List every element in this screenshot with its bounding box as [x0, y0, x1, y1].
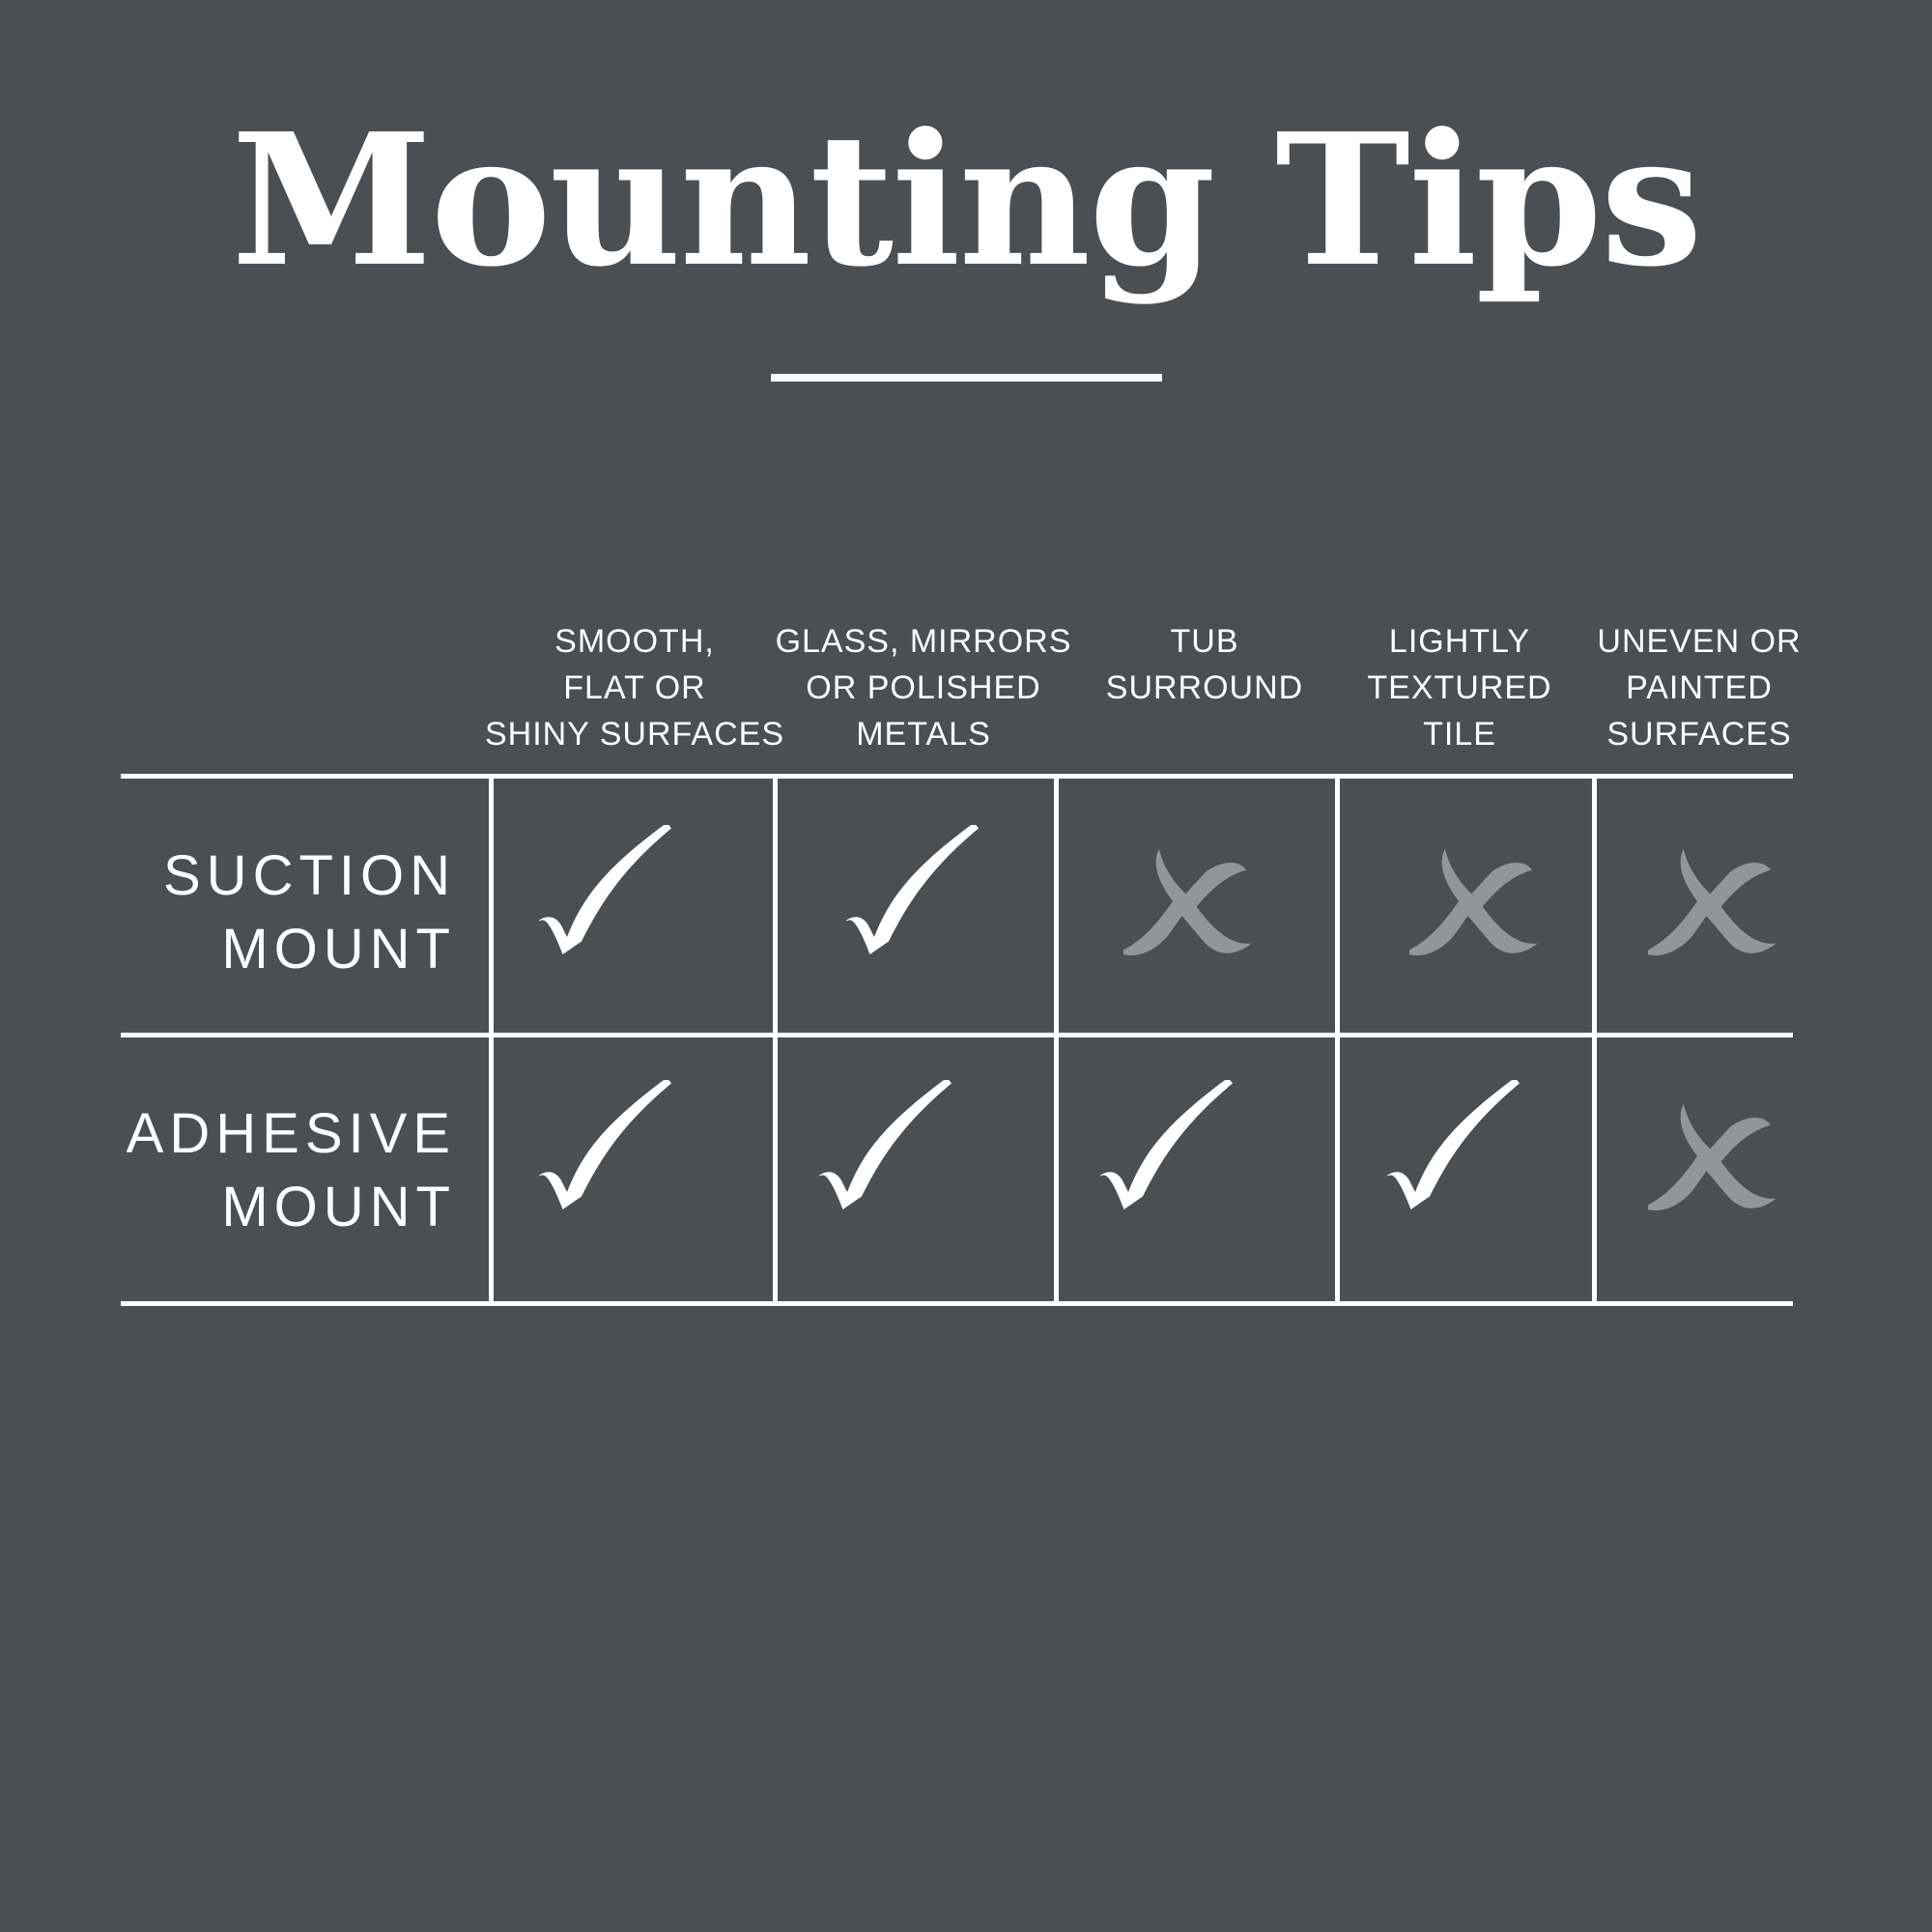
- table-column-divider: [1054, 776, 1059, 1305]
- check-icon: [819, 1080, 954, 1225]
- column-header-uneven-painted: UNEVEN OR PAINTED SURFACES: [1597, 623, 1802, 753]
- cross-icon: [1648, 838, 1783, 983]
- table-row-divider: [121, 1033, 1793, 1037]
- table-column-divider: [1592, 776, 1597, 1305]
- check-icon: [1387, 1080, 1522, 1225]
- table-column-divider: [773, 776, 778, 1305]
- check-icon: [539, 825, 674, 970]
- table-bottom-rule: [121, 1301, 1793, 1306]
- column-header-textured-tile: LIGHTLY TEXTURED TILE: [1367, 623, 1552, 753]
- table-column-divider: [1335, 776, 1340, 1305]
- title-underline: [771, 374, 1162, 382]
- cross-icon: [1123, 838, 1259, 983]
- column-header-glass-mirrors: GLASS, MIRRORS OR POLISHED METALS: [775, 623, 1072, 753]
- row-label-suction-mount: SUCTION MOUNT: [163, 844, 456, 980]
- check-icon: [846, 825, 981, 970]
- column-header-tub-surround: TUB SURROUND: [1105, 623, 1304, 706]
- table-top-rule: [121, 774, 1793, 779]
- page-title: Mounting Tips: [231, 94, 1701, 307]
- check-icon: [539, 1080, 674, 1225]
- table-column-divider: [489, 776, 494, 1305]
- column-header-smooth-surfaces: SMOOTH, FLAT OR SHINY SURFACES: [484, 623, 784, 753]
- cross-icon: [1648, 1094, 1783, 1238]
- check-icon: [1100, 1080, 1236, 1225]
- row-label-adhesive-mount: ADHESIVE MOUNT: [126, 1102, 456, 1238]
- cross-icon: [1409, 838, 1545, 983]
